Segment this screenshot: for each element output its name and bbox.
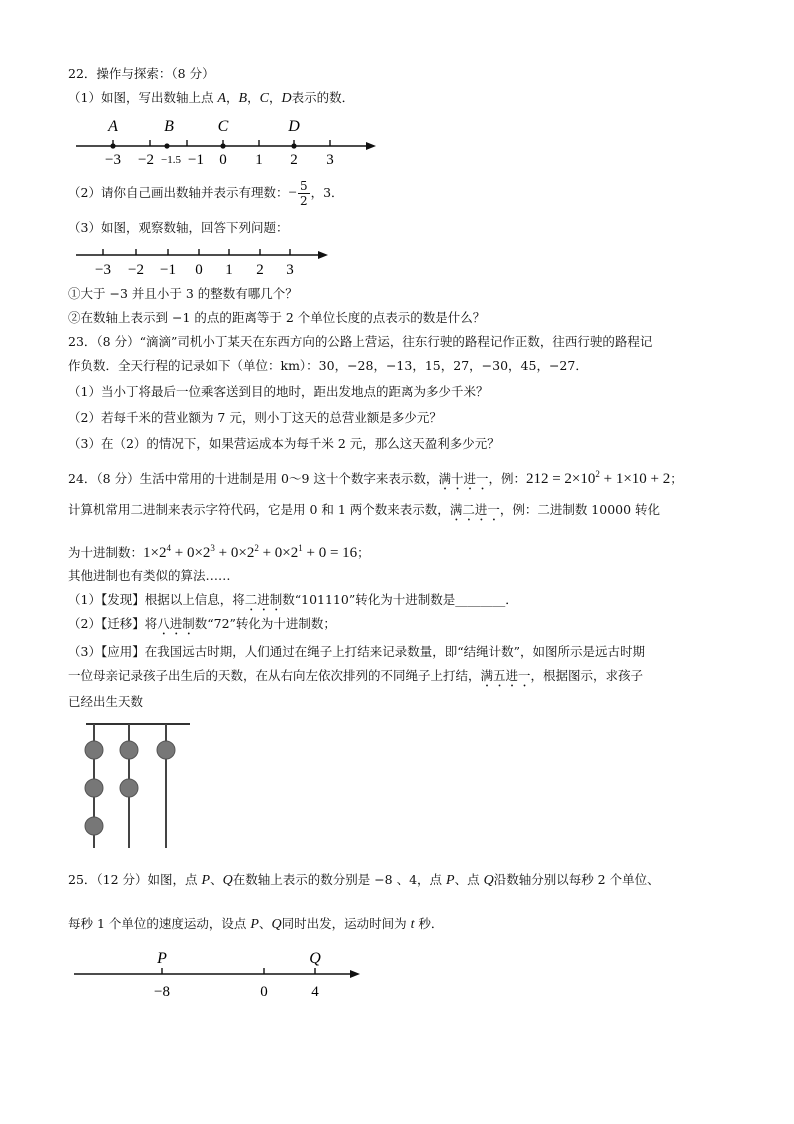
point-c-dot [220,143,225,148]
tick-label: 1 [225,262,233,278]
point-label-q: Q [309,950,321,967]
number-line-pq [70,948,370,1004]
q22-sub2: ②在数轴上表示到 −1 的点的距离等于 2 个单位长度的点表示的数是什么？ [68,310,486,325]
tick-label: 0 [260,984,268,1000]
tick-label: −3 [95,262,111,278]
q23-line1: 23．（8 分）“滴滴”司机小丁某天在东西方向的公路上营运，往东行驶的路程记作正数，往西行驶的路程记 [68,334,653,349]
knot [85,817,103,835]
knot [85,741,103,759]
number-line-1 [70,114,390,172]
q24-line2: 计算机常用二进制来表示字符代码，它是用 0 和 1 两个数来表示数，满二进一，例：二进制数 10000 转化 [68,502,661,517]
q24-q3-line3: 已经出生天数 [68,694,144,709]
q24-q3-line2: 一位母亲记录孩子出生后的天数，在从右向左依次排列的不同绳子上打结，满五进一，根据图示，求孩子 [68,668,644,683]
q23-line2: 作负数．全天行程的记录如下（单位：km）：30，−28，−13，15，27，−30，45，−27． [68,358,588,373]
q24-q3-line1: （3）【应用】在我国远古时期，人们通过在绳子上打结来记录数量，即“结绳计数”，如图所示是远古时期 [68,644,645,659]
tick-label: 2 [256,262,264,278]
tick-label: −1 [188,152,204,168]
tick-label: 1 [255,152,263,168]
q25-line1: 25．（12 分）如图，点 P、Q在数轴上表示的数分别是 −8 、4，点 P、点 Q沿数轴分别以每秒 2 个单位、 [68,872,660,888]
tick-label: −3 [105,152,121,168]
point-label-b: B [164,118,174,135]
tick-label: 3 [326,152,334,168]
q22-title: 22．操作与探索：（8 分） [68,66,215,81]
tick-label: 0 [195,262,203,278]
tick-label: −2 [138,152,154,168]
q24-q1: （1）【发现】根据以上信息，将二进制数“101110”转化为十进制数是________． [68,592,518,607]
q24-line1: 24．（8 分）生活中常用的十进制是用 0～9 这十个数字来表示数，满十进一，例：$212 = 2\times 10^2 + 1\times 10 + 2$； [68,469,683,487]
point-label-p: P [157,950,167,967]
tick-label: 4 [311,984,319,1000]
knot-rope-figure [78,718,198,858]
q23-q2: （2）若每千米的营业额为 7 元，则小丁这天的总营业额是多少元？ [68,410,442,425]
fraction: $\frac{5}{2}$ [299,179,308,208]
formula-binary: $1\times 2^4 + 0\times 2^3 + 0\times 2^2 + 0\times 2^1 + 0 = 16$ [143,543,358,561]
tick-label: 2 [290,152,298,168]
tick-label: 0 [219,152,227,168]
q24-line4: 其他进制也有类似的算法…… [68,568,231,583]
q22-part2: （2）请你自己画出数轴并表示有理数：− $\frac{5}{2}$ ，3． [68,179,344,208]
knot [120,741,138,759]
q22-sub1: ①大于 −3 并且小于 3 的整数有哪几个？ [68,286,298,301]
tick-label: 3 [286,262,294,278]
point-a-dot [110,143,115,148]
q24-q2: （2）【迁移】将八进制数“72”转化为十进制数； [68,616,336,631]
point-label-a: A [108,118,118,135]
q24-line3: 为十进制数：$1\times 2^4 + 0\times 2^3 + 0\times 2^2 + 0\times 2^1 + 0 = 16$； [68,543,370,561]
q22-part1: （1）如图，写出数轴上点 A，B，C，D表示的数． [68,90,355,106]
tick-label: −2 [128,262,144,278]
point-d-dot [291,143,296,148]
knot [85,779,103,797]
point-label-c: C [217,118,229,135]
knot [120,779,138,797]
q23-q1: （1）当小丁将最后一位乘客送到目的地时，距出发地点的距离为多少千米？ [68,384,489,399]
formula-212: $212 = 2\times 10^2 + 1\times 10 + 2$ [525,469,671,487]
q22-part3: （3）如图，观察数轴，回答下列问题： [68,220,289,235]
point-label-d: D [288,118,300,135]
q25-line2: 每秒 1 个单位的速度运动，设点 P、Q同时出发，运动时间为 t 秒． [68,916,444,932]
point-b-dot [164,143,169,148]
number-line-2 [70,243,340,279]
q23-q3: （3）在（2）的情况下，如果营运成本为每千米 2 元，那么这天盈利多少元？ [68,436,500,451]
tick-label: −1.5 [161,154,181,166]
tick-label: −1 [160,262,176,278]
knot [157,741,175,759]
tick-label: −8 [154,984,170,1000]
